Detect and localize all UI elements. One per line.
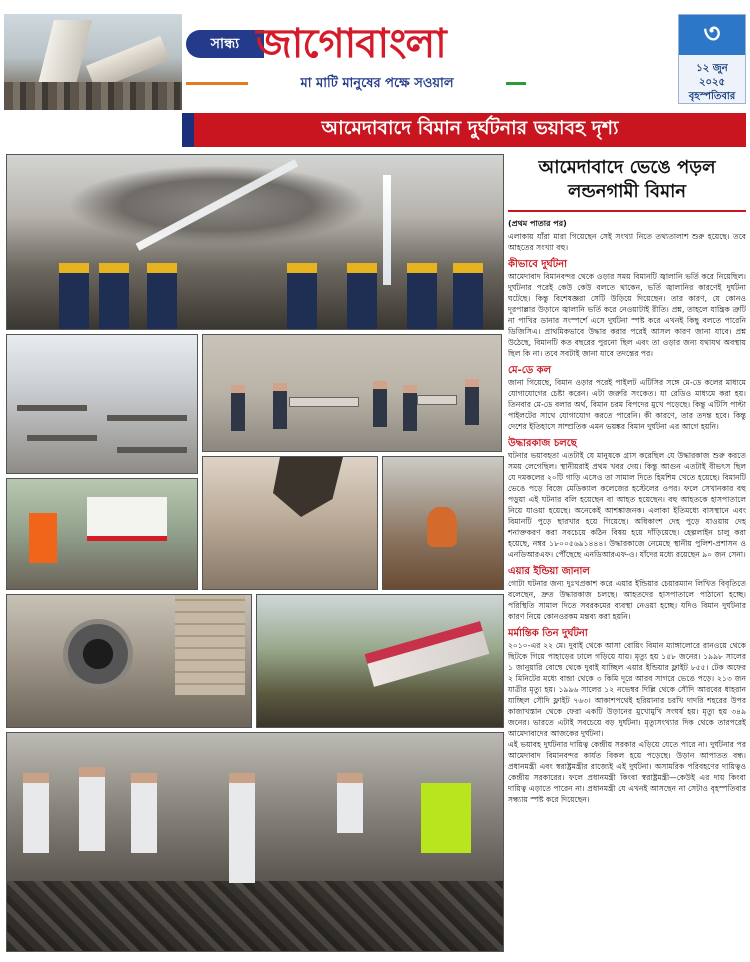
brand-prefix: সান্ধ্য	[186, 30, 264, 58]
section-heading: মে-ডে কল	[508, 365, 552, 376]
issue-number: ৩	[679, 15, 745, 55]
newspaper-title: জাগোবাংলা	[256, 20, 446, 67]
section-heading: কীভাবে দুর্ঘটনা	[508, 259, 568, 270]
newspaper-tagline: মা মাটি মানুষের পক্ষে সওয়াল	[300, 76, 454, 91]
banner-headline: আমেদাবাদে বিমান দুর্ঘটনার ভয়াবহ দৃশ্য	[182, 113, 746, 147]
masthead	[0, 0, 750, 110]
ambulance-rescue-photo[interactable]	[6, 478, 198, 590]
section-heading: এয়ার ইন্ডিয়া জানাল	[508, 566, 590, 577]
hospital-stretcher-photo[interactable]	[202, 334, 502, 452]
issue-date: ১২ জুন	[696, 63, 728, 74]
date-box	[678, 14, 746, 104]
article-column	[508, 154, 746, 958]
section-body: ঘটনার ভয়াবহতা এতটাই যে মানুষকে গ্রাস করেছিল যে উদ্ধারকাজ শুরু করতে সময় লেগেছিল। স্থানীয়রাই প্রথম খবর দেয়। কিন্তু আগুন এতটাই বীভৎস ছিল যে দমকলের ২০টি গাড়ি এসেও তা সামাল দিতে হিমশিম খেতে হয়েছে। বিমানটি ভেঙে পড়ে বিজে মেডিক্যাল কলেজের হস্টেলের ওপর। ফলে সেখানকার বহু পড়ুয়া এই ঘটনার বলি হয়েছেন বা আহত হয়েছেন। বহু আহতকে হাসপাতালে নিয়ে যাওয়া হয়েছে। অনেকেই আশঙ্কাজনক। এলাকা ইতিমধ্যে বাসস্থানে এবং বিমানটি পুড়ে ছারখার হয়ে গিয়েছে। অধিকাংশ দেহ পুড়ে যাওয়ায় দেহ শনাক্তকরণ করা সবচেয়ে কঠিন বিষয় হয়ে দাঁড়িয়েছে। হেল্পলাইন চালু করা হয়েছে, নম্বর ১৮০০৫৬৯১৪৪৪। উদ্ধারকাজে নেমেছে স্থানীয় পুলিশ-প্রশাসন ও এনডিআরএফ। পৌঁছেছে এনডিআরএফ-ও। যাঁদের মধ্যে রয়েছেন ৯০ জন সেনা।	[508, 451, 746, 559]
engine-debris-photo[interactable]	[6, 594, 252, 728]
firefighters-photo[interactable]	[6, 154, 504, 330]
mess-hall-photo[interactable]	[6, 334, 198, 474]
article-headline: আমেদাবাদে ভেঙে পড়ল লন্ডনগামী বিমান	[508, 154, 746, 212]
issue-year: ২০২৫	[699, 77, 725, 88]
masthead-crash-photo	[4, 14, 182, 110]
section-heading: উদ্ধারকাজ চলছে	[508, 438, 577, 449]
newspaper-brand[interactable]	[186, 16, 526, 96]
tagline-rule-right	[506, 82, 526, 85]
crash-site-workers-photo[interactable]	[6, 732, 504, 952]
continuation-note: (প্রথম পাতার পর)	[508, 219, 567, 228]
article-intro: এলাকায় যাঁরা মারা গিয়েছেন সেই সংখ্যা নিতে তথ্যতালাশ শুরু হয়েছে। তবে আহতের সংখ্যা বহু।	[508, 232, 746, 252]
tagline-rule-left	[186, 82, 248, 85]
burnt-wreckage-photo[interactable]	[382, 456, 504, 590]
issue-weekday: বৃহস্পতিবার	[688, 91, 736, 102]
section-body: ২০১০-এর ২২ মে। দুবাই থেকে আসা বোয়িং বিমান ম্যাঙ্গালোরে রানওয়ে থেকে ছিটকে গিয়ে পাহাড়ের ঢালে গড়িয়ে যায়। মৃত্যু হয় ১৫৮ জনের। ১৯৯৮ সালের ১ জানুয়ারি বোম্বে থেকে দুবাই যাচ্ছিল এয়ার ইন্ডিয়ার ফ্লাইট ৮৫৫। টেক অফের ২ মিনিটের মধ্যে বান্দ্রা থেকে ৩ কিমি দূরে আরব সাগরে ভেঙে পড়ে। ২১৩ জন যাত্রীর মৃত্যু হয়। ১৯৯৬ সালের ১২ নভেম্বর দিল্লি থেকে সৌদি আরবের ধাহরান যাচ্ছিল সৌদি ফ্লাইট ৭৬৩। আকাশপথেই হরিয়ানার চরখি দাদরি শহরের উপর কাজাখস্তান থেকে ফেরা একটি উড়ানের মুখোমুখি সংঘর্ষ হয়। মৃত্যু হয় ৩৪৯ জনের। ভারতে এটাই সবচেয়ে বড় দুর্ঘটনা। মৃত্যুসংখ্যার দিক থেকে তারপরেই আমেদাবাদের আজকের দুর্ঘটনা। এই ভয়াবহ দুর্ঘটনার দায়িত্ব কেন্দ্রীয় সরকার এড়িয়ে যেতে পারে না। দুর্ঘটনার পর আমেদাবাদ বিমানবন্দর কার্যত বিকল হয়ে পড়েছে। উড়ান আপাতত বন্ধ। প্রধানমন্ত্রী এবং স্বরাষ্ট্রমন্ত্রীর রাজ্যেই এই দুর্ঘটনা। অসামরিক পরিবহণের দায়িত্বও কেন্দ্রীয় সরকারের। ফলে প্রধানমন্ত্রী কিংবা স্বরাষ্ট্রমন্ত্রী—কেউই এর দায় কিংবা দায়িত্ব এড়াতে পারেন না। প্রধানমন্ত্রী যে এখনই আসছেন না সেটাও বৃহস্পতিবার সন্ধ্যায় স্পষ্ট করে দিয়েছেন।	[508, 641, 746, 804]
section-heading: মর্মান্তিক তিন দুর্ঘটনা	[508, 628, 588, 639]
section-body: গোটা ঘটনার জন্য দুঃখপ্রকাশ করে এয়ার ইন্ডিয়ার চেয়ারম্যান লিখিত বিবৃতিতে বলেছেন, দ্রুত উদ্ধারকাজ চলছে। আহতদের হাসপাতালে পাঠানো হচ্ছে। পরিস্থিতি সামাল দিতে সবরকমের ব্যবস্থা নেওয়া হচ্ছে। যদিও বিমান দুর্ঘটনার কারণ নিয়ে কোনওরকম মন্তব্য করা হয়নি।	[508, 579, 746, 621]
damaged-building-photo[interactable]	[202, 456, 378, 590]
tail-section-photo[interactable]	[256, 594, 504, 728]
section-body: আমেদাবাদ বিমানবন্দর থেকে ওড়ার সময় বিমানটি জ্বালানি ভর্তি করে নিয়েছিল। দুর্ঘটনার পরেই কেউ কেউ বলতে থাকেন, ভর্তি জ্বালানির কারণেই দুর্ঘটনা ঘটেছে। কিন্তু বিশেষজ্ঞরা সেটি উড়িয়ে দিয়েছেন। তার কারণ, যে কোনও দূরপাল্লার উড়ানে জ্বালানি ভর্তি করে নেওয়াটাই রীতি। প্রশ্ন, তাহলে যান্ত্রিক ত্রুটি না পাখির ডানার সংস্পর্শে এসে দুর্ঘটনা স্পষ্ট করে এখনই কিছু বলতে পারেনি ডিজিসিএ। প্রাথমিকভাবে উদ্ধার করার পরেই আসল কারণ জানা যাবে। প্রশ্ন উঠেছে, বিমানটি কত বছরের পুরনো ছিল এবং তা ওড়ার জন্য যথাযথ অবস্থায় ছিল কি না। তবে সবটাই জানা যাবে তদন্তের পর।	[508, 272, 746, 358]
section-body: জানা গিয়েছে, বিমান ওড়ার পরেই পাইলট এটিসির সঙ্গে মে-ডে কলের মাধ্যমে যোগাযোগের চেষ্টা করেন। এটা জরুরি সংকেত। যা রেডিও মাধ্যমে করা হয়। তিনবার মে-ডে বলার অর্থ, বিমান চরম বিপদের মুখে পড়েছে। কিন্তু এটিসি পাল্টা পাইলটের সাথে যোগাযোগ করতে পারেনি। কী কারণে, তার তদন্ত হবে। কিন্তু দেশের ইতিহাসে সাম্প্রতিক এমন ভয়ঙ্কর বিমান দুর্ঘটনা এর আগে হয়নি।	[508, 378, 746, 431]
